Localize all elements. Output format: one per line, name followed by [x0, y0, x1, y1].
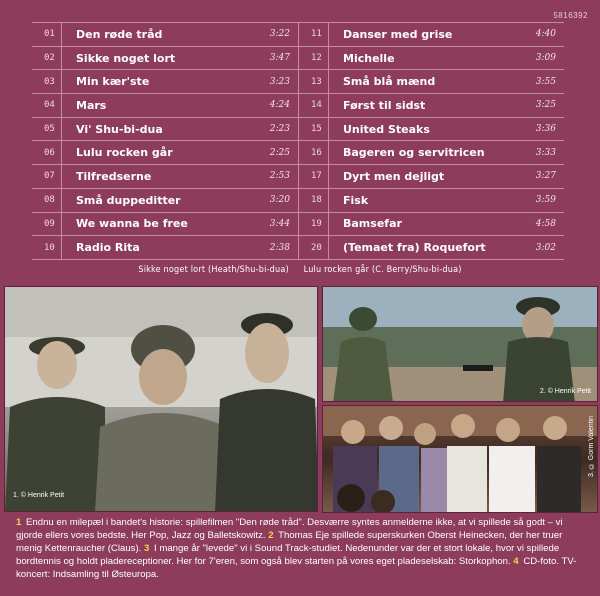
catalog-number: 5816392 — [553, 11, 588, 20]
track-number: 12 — [299, 47, 329, 70]
photo-caption: 1. © Henrik Petit — [13, 492, 65, 499]
track-number: 19 — [299, 213, 329, 236]
track-time: 3:22 — [269, 29, 290, 40]
track-row — [32, 118, 298, 142]
track-row — [299, 165, 564, 189]
note-number: 2 — [268, 530, 274, 541]
track-number: 01 — [32, 23, 62, 46]
credit-line: Lulu rocken går (C. Berry/Shu-bi-dua) — [303, 265, 462, 275]
track-number: 15 — [299, 118, 329, 141]
track-number: 08 — [32, 189, 62, 212]
track-title: Tilfredserne — [76, 169, 152, 183]
track-row — [32, 189, 298, 213]
track-title: Sikke noget lort — [76, 51, 176, 65]
track-time: 2:53 — [269, 171, 290, 182]
track-title: Små blå mænd — [343, 75, 436, 89]
track-number: 14 — [299, 94, 329, 117]
track-number: 07 — [32, 165, 62, 188]
note-text: Thomas Eje spillede superskurken Oberst Heinecken, der her truer menig Kettenraucher (Claus). — [16, 530, 563, 554]
track-row — [299, 23, 564, 47]
track-number: 04 — [32, 94, 62, 117]
officer-photo-graphic — [323, 287, 598, 402]
track-title: Danser med grise — [343, 27, 453, 41]
track-number: 03 — [32, 70, 62, 93]
track-number: 09 — [32, 213, 62, 236]
track-title: Dyrt men dejligt — [343, 169, 445, 183]
track-row — [299, 118, 564, 142]
track-time: 3:44 — [269, 218, 290, 229]
tracklist — [32, 22, 564, 259]
track-number: 05 — [32, 118, 62, 141]
track-time: 3:23 — [269, 76, 290, 87]
liner-notes — [16, 516, 590, 581]
track-row — [299, 236, 564, 260]
track-title: Bamsefar — [343, 217, 402, 231]
track-number: 10 — [32, 236, 62, 259]
track-row — [32, 141, 298, 165]
track-title: Min kær'ste — [76, 75, 150, 89]
note-text: CD-foto. TV-koncert: Indsamling til Østeuropa. — [16, 556, 577, 580]
band-photo-graphic — [323, 406, 598, 513]
track-time: 3:33 — [535, 147, 556, 158]
track-row — [299, 94, 564, 118]
track-row — [299, 213, 564, 237]
tracklist-column-left — [32, 23, 298, 260]
track-time: 3:36 — [535, 124, 556, 135]
track-title: Michelle — [343, 51, 395, 65]
note-text: Endnu en milepæl i bandet's historie: spillefilmen "Den røde tråd". Desværre syntes anmelderne ikke, at vi spillede så godt – vi gjorde ellers vores bedste. Her Pop, Jazz og Balletskowitz. — [16, 517, 563, 541]
track-time: 3:25 — [535, 100, 556, 111]
photo-caption: 2. © Henrik Petit — [539, 388, 591, 395]
track-title: (Temaet fra) Roquefort — [343, 241, 486, 255]
track-title: Små duppeditter — [76, 193, 181, 207]
track-time: 4:58 — [535, 218, 556, 229]
soldiers-photo-graphic — [5, 287, 318, 512]
track-row — [32, 236, 298, 260]
credit-line: Sikke noget lort (Heath/Shu-bi-dua) — [138, 265, 289, 275]
track-row — [32, 213, 298, 237]
track-row — [299, 141, 564, 165]
track-number: 06 — [32, 141, 62, 164]
track-time: 4:24 — [269, 100, 290, 111]
track-time: 3:02 — [535, 242, 556, 253]
track-title: Den røde tråd — [76, 27, 163, 41]
note-number: 4 — [513, 556, 519, 567]
note-number: 1 — [16, 517, 22, 528]
songwriter-credits — [0, 265, 600, 275]
track-title: Fisk — [343, 193, 369, 207]
track-title: Radio Rita — [76, 241, 140, 255]
note-text: I mange år "levede" vi i Sound Track-studiet. Nedenunder var der et stort lokale, hvor vi spillede bordtennis og holdt pladereceptioner. Her for 7'eren, som også blev starten på vores eget pladeselskab: Storkophon. — [16, 543, 560, 567]
track-time: 2:25 — [269, 147, 290, 158]
track-number: 18 — [299, 189, 329, 212]
track-row — [32, 47, 298, 71]
track-title: We wanna be free — [76, 217, 188, 231]
track-time: 3:59 — [535, 195, 556, 206]
track-number: 11 — [299, 23, 329, 46]
photo-soldiers — [4, 286, 318, 512]
track-row — [32, 23, 298, 47]
track-title: Bageren og servitricen — [343, 146, 485, 160]
track-row — [299, 189, 564, 213]
photo-caption: 3. © Gorm Valentin — [588, 416, 595, 477]
track-number: 17 — [299, 165, 329, 188]
track-row — [32, 165, 298, 189]
track-time: 3:20 — [269, 195, 290, 206]
track-title: Vi' Shu-bi-dua — [76, 122, 163, 136]
track-number: 16 — [299, 141, 329, 164]
track-time: 2:23 — [269, 124, 290, 135]
tracklist-column-right — [298, 23, 564, 260]
photo-officer — [322, 286, 598, 402]
track-row — [32, 94, 298, 118]
track-time: 3:47 — [269, 53, 290, 64]
track-title: Først til sidst — [343, 98, 426, 112]
photo-band-studio — [322, 405, 598, 513]
track-time: 3:27 — [535, 171, 556, 182]
track-row — [299, 70, 564, 94]
track-row — [299, 47, 564, 71]
track-time: 4:40 — [535, 29, 556, 40]
track-number: 02 — [32, 47, 62, 70]
note-number: 3 — [143, 543, 150, 554]
track-time: 3:55 — [535, 76, 556, 87]
track-number: 13 — [299, 70, 329, 93]
track-row — [32, 70, 298, 94]
track-number: 20 — [299, 236, 329, 259]
track-time: 2:38 — [269, 242, 290, 253]
track-title: United Steaks — [343, 122, 430, 136]
track-title: Lulu rocken går — [76, 146, 173, 160]
track-title: Mars — [76, 98, 107, 112]
track-time: 3:09 — [535, 53, 556, 64]
